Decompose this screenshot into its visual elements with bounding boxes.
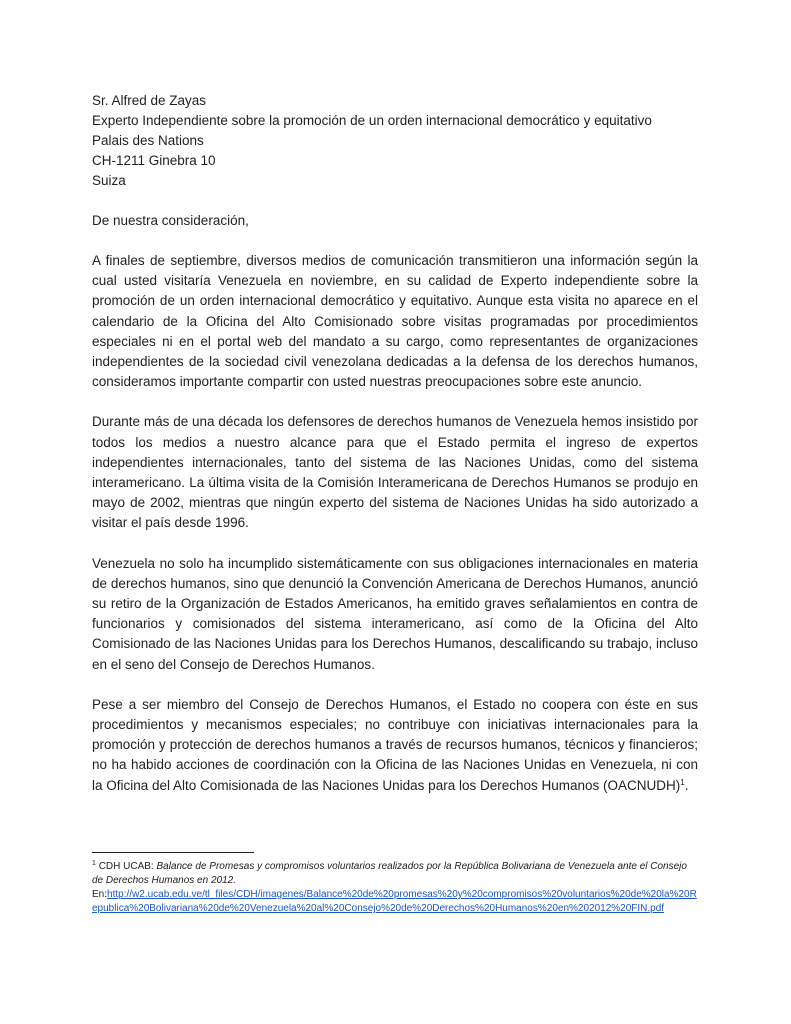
footnote-separator: [92, 852, 254, 853]
recipient-building: Palais des Nations: [92, 133, 204, 148]
footnote-prefix: En:: [92, 889, 108, 900]
recipient-address: [92, 91, 698, 191]
paragraph-3: Venezuela no solo ha incumplido sistemáticamente con sus obligaciones internacionales en materia de derechos humanos, sino que denunció la Convención Americana de Derechos Humanos, anunció su retiro de la Organización de Estados Americanos, ha emitido graves señalamientos en contra de funcionarios y comisionados del sistema interamericano, así como de la Oficina del Alto Comisionado de las Naciones Unidas para los Derechos Humanos, descalificando su trabajo, incluso en el seno del Consejo de Derechos Humanos.: [92, 555, 698, 672]
footnote-reference[interactable]: 1: [680, 777, 685, 787]
recipient-title: Experto Independiente sobre la promoción de un orden internacional democrático y equitativo: [92, 113, 652, 128]
letter-body: [92, 91, 698, 796]
paragraph-4: [92, 695, 698, 796]
footnote-source-title: Balance de Promesas y compromisos voluntarios realizados por la República Bolivariana de Venezuela ante el Consejo de Derechos Humanos en 2012.: [92, 861, 687, 886]
recipient-city: CH-1211 Ginebra 10: [92, 153, 216, 168]
paragraph-1: A finales de septiembre, diversos medios de comunicación transmitieron una información según la cual usted visitaría Venezuela en noviembre, en su calidad de Experto independiente sobre la promoción de un orden internacional democrático y equitativo. Aunque esta visita no aparece en el calendario de la Oficina del Alto Comisionado sobre visitas programadas por procedimientos especiales ni en el portal web del mandato a su cargo, como representantes de organizaciones independientes de la sociedad civil venezolana dedicadas a la defensa de los derechos humanos, consideramos importante compartir con usted nuestras preocupaciones sobre este anuncio.: [92, 253, 698, 390]
recipient-country: Suiza: [92, 173, 126, 188]
greeting: De nuestra consideración,: [92, 213, 249, 228]
recipient-name: Sr. Alfred de Zayas: [92, 93, 207, 108]
footnote-link[interactable]: http://w2.ucab.edu.ve/tl_files/CDH/imagenes/Balance%20de%20promesas%20y%20compromisos%20voluntarios%20de%20la%20Republica%20Bolivariana%20de%20Venezuela%20al%20Consejo%20de%20Derechos%20Humanos%20en%202012%20FIN.pdf: [92, 889, 697, 914]
footnote: [92, 860, 698, 916]
paragraph-4-end: .: [684, 777, 689, 793]
paragraph-4-text: Pese a ser miembro del Consejo de Derechos Humanos, el Estado no coopera con éste en sus procedimientos y mecanismos especiales; no contribuye con iniciativas internacionales para la promoción y protección de derechos humanos a través de recursos humanos, técnicos y financieros; no ha habido acciones de coordinación con la Oficina de las Naciones Unidas en Venezuela, ni con la Oficina del Alto Comisionada de las Naciones Unidas para los Derechos Humanos (OACNUDH): [92, 696, 698, 793]
footnote-marker: 1: [92, 860, 96, 867]
paragraph-2: Durante más de una década los defensores de derechos humanos de Venezuela hemos insistido por todos los medios a nuestro alcance para que el Estado permita el ingreso de expertos independientes internacionales, tanto del sistema de las Naciones Unidas, como del sistema interamericano. La última visita de la Comisión Interamericana de Derechos Humanos se produjo en mayo de 2002, mientras que ningún experto del sistema de Naciones Unidas ha sido autorizado a visitar el país desde 1996.: [92, 414, 698, 531]
footnote-author: CDH UCAB:: [98, 861, 154, 872]
